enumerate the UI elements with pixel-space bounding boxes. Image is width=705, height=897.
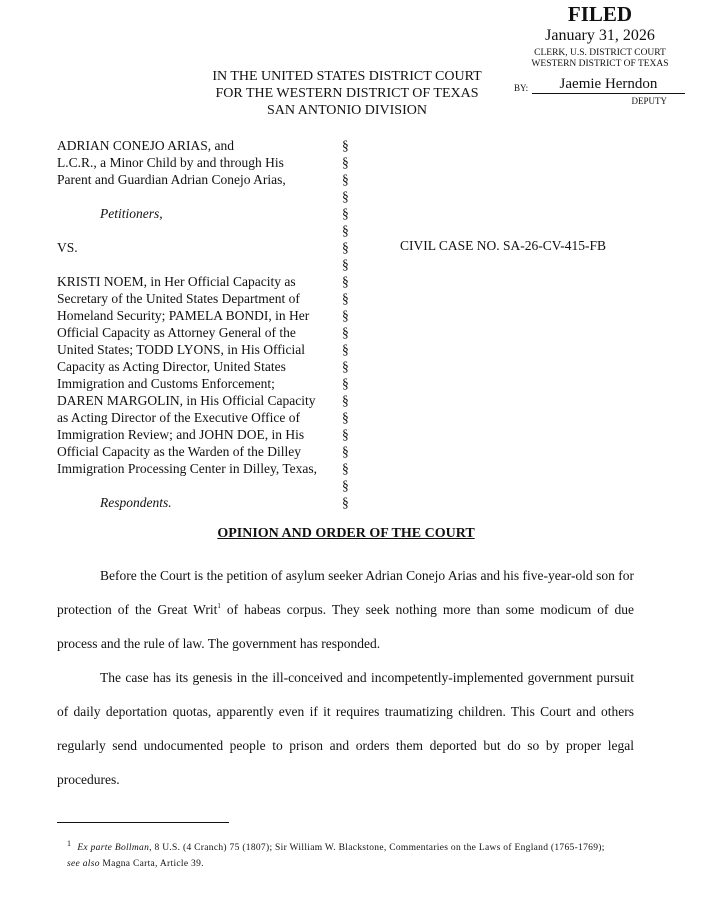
paragraph xyxy=(57,559,634,661)
petitioners-label: Petitioners, xyxy=(100,206,163,221)
blank-line xyxy=(57,222,317,239)
respondent-line: as Acting Director of the Executive Office of xyxy=(57,410,301,425)
opinion-body xyxy=(57,559,634,797)
paragraph xyxy=(57,661,634,797)
filed-stamp-title: FILED xyxy=(567,2,633,26)
respondent-line: Capacity as Acting Director, United States xyxy=(57,359,286,374)
footnote-number: 1 xyxy=(67,839,72,848)
signature-line xyxy=(532,93,685,94)
opinion-title: OPINION AND ORDER OF THE COURT xyxy=(217,526,475,541)
footnote-text: , 8 U.S. (4 Cranch) 75 (1807); Sir William W. Blackstone, Commentaries on the Laws of England (1765-1769); xyxy=(149,843,605,853)
court-heading-line: FOR THE WESTERN DISTRICT OF TEXAS xyxy=(215,86,479,101)
petitioner-line: Parent and Guardian Adrian Conejo Arias, xyxy=(57,172,286,187)
footnote xyxy=(67,836,612,872)
respondent-line: Secretary of the United States Department of xyxy=(57,291,300,306)
respondent-line: United States; TODD LYONS, in His Official xyxy=(57,342,306,357)
footnote-divider xyxy=(57,822,229,823)
section-symbol: § xyxy=(342,206,349,221)
footnote-case-name: Ex parte Bollman xyxy=(77,843,150,853)
footnote-text: Magna Carta, Article 39. xyxy=(99,859,204,869)
section-symbol: § xyxy=(342,291,349,306)
section-symbol: § xyxy=(342,138,349,153)
blank-line xyxy=(57,256,317,273)
section-symbol: § xyxy=(342,478,349,493)
section-symbol: § xyxy=(342,359,349,374)
petitioner-line: L.C.R., a Minor Child by and through His xyxy=(57,155,284,170)
court-heading-line: SAN ANTONIO DIVISION xyxy=(267,103,427,118)
filed-date: January 31, 2026 xyxy=(545,27,655,44)
respondent-line: Immigration and Customs Enforcement; xyxy=(57,376,275,391)
clerk-district: WESTERN DISTRICT OF TEXAS xyxy=(531,59,669,69)
case-number: CIVIL CASE NO. SA-26-CV-415-FB xyxy=(400,238,607,253)
court-heading xyxy=(190,68,504,119)
court-heading-line: IN THE UNITED STATES DISTRICT COURT xyxy=(212,69,482,84)
blank-line xyxy=(57,188,317,205)
section-symbol: § xyxy=(342,155,349,170)
respondent-line: Official Capacity as Attorney General of the xyxy=(57,325,296,340)
respondent-line: DAREN MARGOLIN, in His Official Capacity xyxy=(57,393,316,408)
section-symbol: § xyxy=(342,495,349,510)
section-symbol: § xyxy=(342,274,349,289)
respondent-line: Immigration Review; and JOHN DOE, in His xyxy=(57,427,305,442)
section-symbol: § xyxy=(342,376,349,391)
deputy-label: DEPUTY xyxy=(631,96,667,106)
section-symbol: § xyxy=(342,240,349,255)
petitioner-line: ADRIAN CONEJO ARIAS, and xyxy=(57,138,235,153)
paragraph-text: The case has its genesis in the ill-conceived and incompetently-implemented government pursuit of daily deportation quotas, apparently even if it requires traumatizing children. This Court and others regularly send undocumented people to prison and orders them deported but do so by proper legal procedures. xyxy=(57,670,634,787)
footnote-reference[interactable]: 1 xyxy=(217,602,221,610)
respondent-line: KRISTI NOEM, in Her Official Capacity as xyxy=(57,274,296,289)
footnote-signal: see also xyxy=(67,859,100,869)
section-symbol: § xyxy=(342,189,349,204)
section-symbol: § xyxy=(342,172,349,187)
respondent-line: Immigration Processing Center in Dilley, Texas, xyxy=(57,461,318,476)
section-symbol: § xyxy=(342,444,349,459)
respondent-line: Official Capacity as the Warden of the Dilley xyxy=(57,444,301,459)
respondent-line: Homeland Security; PAMELA BONDI, in Her xyxy=(57,308,310,323)
by-label: BY: xyxy=(514,83,529,93)
blank-line xyxy=(57,477,317,494)
section-symbol: § xyxy=(342,342,349,357)
case-caption xyxy=(57,137,317,511)
paragraph-text: of habeas corpus. They seek nothing more than some modicum of due process and the rule of law. The government has responded. xyxy=(57,602,634,651)
section-symbol: § xyxy=(342,410,349,425)
versus-label: VS. xyxy=(57,240,78,255)
section-symbol: § xyxy=(342,308,349,323)
section-symbol: § xyxy=(342,325,349,340)
section-symbol: § xyxy=(342,257,349,272)
filed-clerk-office xyxy=(520,48,680,70)
section-symbol: § xyxy=(342,393,349,408)
paragraph-text: Before the Court is the petition of asylum seeker Adrian Conejo Arias and his five-year-old son for protection of the Great Writ xyxy=(57,568,634,617)
respondents-label: Respondents. xyxy=(100,495,172,510)
section-symbol: § xyxy=(342,461,349,476)
clerk-line: CLERK, U.S. DISTRICT COURT xyxy=(534,48,666,58)
section-symbol: § xyxy=(342,427,349,442)
deputy-signature: Jaemie Herndon xyxy=(559,76,658,92)
section-symbol: § xyxy=(342,223,349,238)
section-symbol-column xyxy=(342,137,349,511)
